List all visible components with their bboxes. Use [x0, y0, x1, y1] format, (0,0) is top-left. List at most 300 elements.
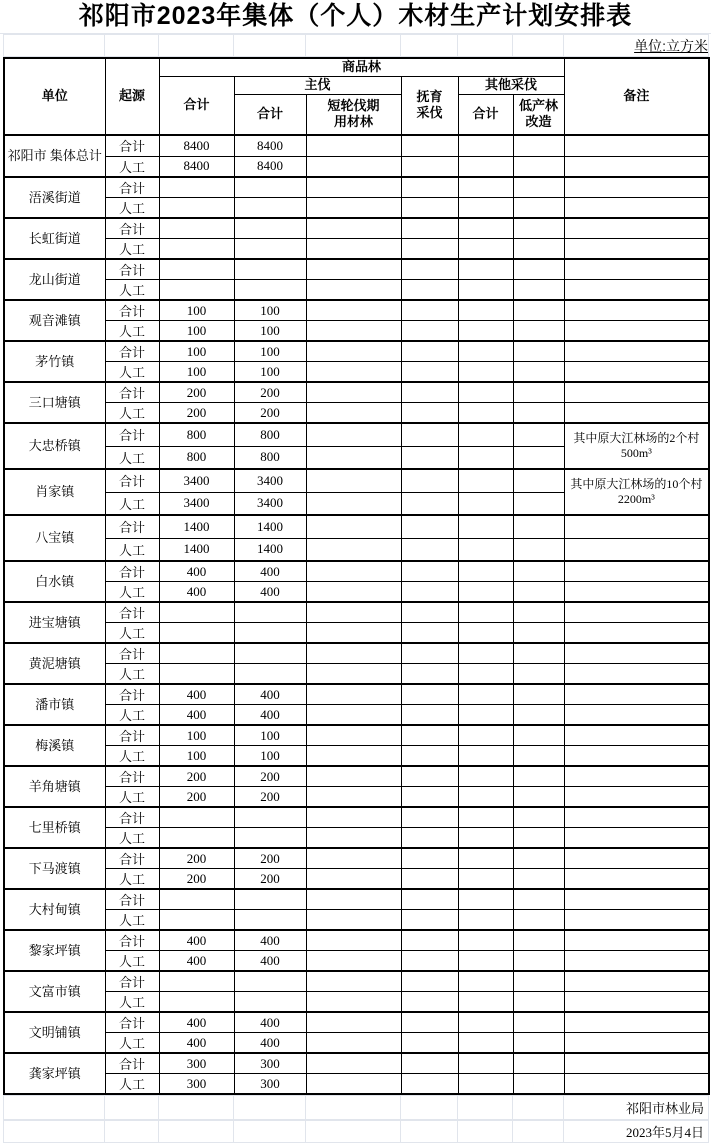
origin-cell: 人工	[105, 362, 159, 383]
data-cell	[513, 1012, 564, 1033]
remark-cell	[564, 705, 709, 726]
data-cell	[306, 341, 401, 362]
remark-cell	[564, 198, 709, 219]
empty-cell	[234, 1121, 306, 1143]
data-cell	[513, 746, 564, 767]
origin-cell: 人工	[105, 321, 159, 342]
empty-cell	[159, 35, 234, 57]
data-cell	[513, 280, 564, 301]
data-cell	[401, 1033, 458, 1054]
data-cell	[401, 198, 458, 219]
data-cell: 1400	[159, 538, 234, 561]
data-cell	[513, 664, 564, 685]
data-cell	[306, 135, 401, 156]
data-cell	[513, 538, 564, 561]
unit-cell: 文明铺镇	[4, 1012, 105, 1053]
origin-cell: 合计	[105, 930, 159, 951]
data-cell	[513, 1053, 564, 1074]
remark-cell	[564, 341, 709, 362]
data-cell	[401, 538, 458, 561]
empty-cell	[458, 1121, 513, 1143]
remark-cell	[564, 971, 709, 992]
col-header-main-felling: 主伐	[234, 76, 401, 94]
data-cell	[306, 889, 401, 910]
remark-cell: 其中原大江林场的10个村2200m³	[564, 469, 709, 515]
remark-cell	[564, 766, 709, 787]
data-cell	[306, 177, 401, 198]
table-row	[4, 766, 709, 787]
data-cell	[458, 218, 513, 239]
data-cell	[401, 828, 458, 849]
col-header-short-rotation: 短轮伐期用材林	[306, 94, 401, 135]
data-cell: 300	[234, 1053, 306, 1074]
data-cell	[306, 848, 401, 869]
remark-cell	[564, 156, 709, 177]
remark-cell	[564, 1033, 709, 1054]
table-row	[4, 423, 709, 446]
data-cell	[159, 239, 234, 260]
table-row	[4, 469, 709, 492]
data-cell	[513, 705, 564, 726]
table-row	[4, 930, 709, 951]
data-cell	[458, 300, 513, 321]
empty-cell	[234, 1096, 306, 1120]
table-row	[4, 259, 709, 280]
data-cell	[401, 561, 458, 582]
data-cell	[513, 218, 564, 239]
data-cell	[306, 684, 401, 705]
empty-cell	[159, 1121, 234, 1143]
origin-cell: 合计	[105, 423, 159, 446]
data-cell	[306, 423, 401, 446]
data-cell	[458, 177, 513, 198]
data-cell	[306, 218, 401, 239]
data-cell	[458, 971, 513, 992]
data-cell	[401, 869, 458, 890]
data-cell	[401, 582, 458, 603]
data-cell	[306, 746, 401, 767]
data-cell	[306, 1074, 401, 1095]
data-cell: 100	[234, 321, 306, 342]
origin-cell: 人工	[105, 951, 159, 972]
origin-cell: 合计	[105, 766, 159, 787]
data-cell: 100	[234, 725, 306, 746]
table-row	[4, 561, 709, 582]
data-cell	[401, 280, 458, 301]
remark-cell	[564, 746, 709, 767]
data-cell: 400	[234, 582, 306, 603]
data-cell: 800	[234, 423, 306, 446]
data-cell	[306, 725, 401, 746]
table-row	[4, 341, 709, 362]
unit-cell: 梅溪镇	[4, 725, 105, 766]
data-cell	[306, 321, 401, 342]
origin-cell: 人工	[105, 239, 159, 260]
data-cell	[401, 492, 458, 515]
data-cell	[401, 746, 458, 767]
data-cell	[306, 1012, 401, 1033]
data-cell	[458, 684, 513, 705]
unit-cell: 龙山街道	[4, 259, 105, 300]
data-cell	[234, 910, 306, 931]
origin-cell: 合计	[105, 602, 159, 623]
unit-cell: 黎家坪镇	[4, 930, 105, 971]
data-cell	[306, 930, 401, 951]
remark-cell	[564, 930, 709, 951]
table-row	[4, 362, 709, 383]
empty-cell	[306, 1096, 401, 1120]
empty-cell	[159, 1096, 234, 1120]
unit-cell: 白水镇	[4, 561, 105, 602]
data-cell	[306, 403, 401, 424]
table-row	[4, 787, 709, 808]
empty-cell	[306, 1121, 401, 1143]
origin-cell: 人工	[105, 198, 159, 219]
table-body	[4, 135, 709, 1094]
table-row	[4, 869, 709, 890]
data-cell	[401, 889, 458, 910]
origin-cell: 合计	[105, 135, 159, 156]
data-cell	[458, 446, 513, 469]
unit-cell: 三口塘镇	[4, 382, 105, 423]
table-row	[4, 198, 709, 219]
unit-cell: 观音滩镇	[4, 300, 105, 341]
table-row	[4, 239, 709, 260]
table-row	[4, 156, 709, 177]
remark-cell	[564, 828, 709, 849]
data-cell	[458, 561, 513, 582]
data-cell	[159, 280, 234, 301]
table-row	[4, 971, 709, 992]
data-cell	[513, 198, 564, 219]
col-header-commodity: 商品林	[159, 58, 564, 76]
data-cell: 400	[159, 951, 234, 972]
data-cell	[458, 992, 513, 1013]
col-header-other-felling: 其他采伐	[458, 76, 564, 94]
data-cell: 200	[159, 382, 234, 403]
origin-cell: 合计	[105, 259, 159, 280]
data-cell	[234, 971, 306, 992]
data-cell	[159, 218, 234, 239]
unit-cell: 羊角塘镇	[4, 766, 105, 807]
col-header-low-yield: 低产林改造	[513, 94, 564, 135]
data-cell	[513, 725, 564, 746]
table-row	[4, 951, 709, 972]
remark-cell	[564, 218, 709, 239]
data-cell	[513, 446, 564, 469]
data-cell: 8400	[234, 135, 306, 156]
data-cell	[306, 1053, 401, 1074]
data-cell: 200	[234, 403, 306, 424]
data-cell	[513, 602, 564, 623]
data-cell	[458, 198, 513, 219]
data-cell	[513, 582, 564, 603]
data-cell	[458, 582, 513, 603]
remark-cell	[564, 515, 709, 538]
table-row	[4, 1074, 709, 1095]
data-cell	[159, 643, 234, 664]
data-cell: 400	[234, 930, 306, 951]
data-cell	[401, 1012, 458, 1033]
data-cell	[513, 889, 564, 910]
col-header-remarks: 备注	[564, 58, 709, 135]
data-cell	[513, 848, 564, 869]
data-cell	[513, 259, 564, 280]
data-cell	[401, 446, 458, 469]
table-row	[4, 177, 709, 198]
origin-cell: 合计	[105, 382, 159, 403]
data-cell: 400	[159, 1012, 234, 1033]
empty-cell	[4, 35, 105, 57]
data-cell	[306, 582, 401, 603]
remark-cell	[564, 910, 709, 931]
data-cell: 8400	[234, 156, 306, 177]
data-cell: 300	[159, 1053, 234, 1074]
data-cell	[513, 382, 564, 403]
origin-cell: 合计	[105, 341, 159, 362]
data-cell: 200	[159, 869, 234, 890]
data-cell	[159, 910, 234, 931]
data-cell: 1400	[159, 515, 234, 538]
footer-date-row	[3, 1120, 709, 1143]
remark-cell	[564, 177, 709, 198]
data-cell	[234, 218, 306, 239]
data-cell	[458, 828, 513, 849]
data-cell	[458, 156, 513, 177]
remark-cell	[564, 403, 709, 424]
data-cell	[401, 382, 458, 403]
data-cell	[234, 177, 306, 198]
data-cell	[513, 971, 564, 992]
data-cell	[306, 362, 401, 383]
data-cell	[401, 930, 458, 951]
data-cell	[458, 787, 513, 808]
data-cell	[401, 300, 458, 321]
unit-cell: 七里桥镇	[4, 807, 105, 848]
data-cell: 800	[234, 446, 306, 469]
data-cell: 400	[234, 1033, 306, 1054]
data-cell	[458, 889, 513, 910]
empty-cell	[105, 1121, 159, 1143]
origin-cell: 合计	[105, 1053, 159, 1074]
data-cell	[306, 515, 401, 538]
data-cell	[159, 889, 234, 910]
data-cell: 200	[159, 848, 234, 869]
data-cell	[513, 869, 564, 890]
data-cell	[458, 951, 513, 972]
data-cell	[513, 492, 564, 515]
data-cell: 200	[234, 848, 306, 869]
data-cell	[234, 664, 306, 685]
data-cell: 800	[159, 423, 234, 446]
data-cell: 3400	[159, 469, 234, 492]
data-cell: 100	[159, 300, 234, 321]
remark-cell	[564, 889, 709, 910]
data-cell	[306, 259, 401, 280]
data-cell	[513, 177, 564, 198]
table-row	[4, 705, 709, 726]
data-cell	[401, 341, 458, 362]
origin-cell: 人工	[105, 156, 159, 177]
data-cell	[458, 492, 513, 515]
data-cell	[306, 807, 401, 828]
data-cell	[401, 664, 458, 685]
data-cell	[234, 239, 306, 260]
origin-cell: 人工	[105, 446, 159, 469]
data-cell	[401, 259, 458, 280]
data-cell: 200	[234, 382, 306, 403]
table-row	[4, 403, 709, 424]
table-row	[4, 807, 709, 828]
data-cell	[234, 198, 306, 219]
data-cell	[401, 1074, 458, 1095]
col-header-origin: 起源	[105, 58, 159, 135]
data-cell: 3400	[234, 469, 306, 492]
data-cell	[401, 423, 458, 446]
origin-cell: 合计	[105, 643, 159, 664]
table-row	[4, 664, 709, 685]
remark-cell	[564, 382, 709, 403]
table-row	[4, 538, 709, 561]
data-cell	[234, 602, 306, 623]
issuing-org: 祁阳市林业局	[564, 1096, 709, 1120]
data-cell	[458, 623, 513, 644]
data-cell: 300	[159, 1074, 234, 1095]
data-cell: 200	[234, 787, 306, 808]
origin-cell: 人工	[105, 664, 159, 685]
table-row	[4, 684, 709, 705]
col-header-other-total: 合计	[458, 94, 513, 135]
empty-cell	[4, 1096, 105, 1120]
data-cell	[401, 177, 458, 198]
origin-cell: 合计	[105, 177, 159, 198]
data-cell: 200	[234, 766, 306, 787]
data-cell	[159, 259, 234, 280]
data-cell	[306, 469, 401, 492]
empty-cell	[401, 1121, 458, 1143]
data-cell: 200	[159, 766, 234, 787]
origin-cell: 人工	[105, 538, 159, 561]
data-cell	[401, 1053, 458, 1074]
remark-cell	[564, 538, 709, 561]
data-cell	[306, 766, 401, 787]
data-cell	[306, 446, 401, 469]
data-cell	[234, 259, 306, 280]
remark-cell	[564, 602, 709, 623]
data-cell	[159, 828, 234, 849]
data-cell	[159, 807, 234, 828]
unit-cell: 进宝塘镇	[4, 602, 105, 643]
remark-cell	[564, 1074, 709, 1095]
remark-cell	[564, 787, 709, 808]
data-cell	[306, 538, 401, 561]
data-cell	[458, 643, 513, 664]
data-cell	[513, 362, 564, 383]
table-row	[4, 643, 709, 664]
data-cell	[458, 1012, 513, 1033]
data-cell	[401, 992, 458, 1013]
data-cell	[401, 684, 458, 705]
data-cell	[401, 218, 458, 239]
data-cell	[234, 889, 306, 910]
origin-cell: 合计	[105, 684, 159, 705]
data-cell	[513, 807, 564, 828]
data-cell	[234, 828, 306, 849]
unit-cell: 大忠桥镇	[4, 423, 105, 469]
origin-cell: 合计	[105, 725, 159, 746]
remark-cell	[564, 664, 709, 685]
remark-cell	[564, 1053, 709, 1074]
data-cell: 400	[159, 561, 234, 582]
data-cell	[306, 280, 401, 301]
table-row	[4, 910, 709, 931]
data-cell	[401, 515, 458, 538]
origin-cell: 合计	[105, 515, 159, 538]
data-cell	[458, 807, 513, 828]
remark-cell	[564, 725, 709, 746]
data-cell	[306, 300, 401, 321]
data-cell	[513, 423, 564, 446]
remark-cell	[564, 280, 709, 301]
remark-cell	[564, 362, 709, 383]
table-row	[4, 515, 709, 538]
data-cell	[401, 705, 458, 726]
data-cell: 100	[234, 300, 306, 321]
data-cell	[306, 198, 401, 219]
data-cell	[306, 971, 401, 992]
data-cell	[458, 423, 513, 446]
data-cell	[401, 403, 458, 424]
data-cell	[513, 643, 564, 664]
data-cell	[513, 135, 564, 156]
empty-cell	[234, 35, 306, 57]
remark-cell	[564, 561, 709, 582]
data-cell: 400	[159, 582, 234, 603]
origin-cell: 人工	[105, 828, 159, 849]
table-row	[4, 218, 709, 239]
data-cell	[513, 787, 564, 808]
data-cell	[159, 602, 234, 623]
origin-cell: 人工	[105, 705, 159, 726]
table-row	[4, 321, 709, 342]
data-cell	[458, 259, 513, 280]
empty-cell	[306, 35, 401, 57]
data-cell: 100	[159, 746, 234, 767]
data-cell	[401, 971, 458, 992]
data-cell	[306, 239, 401, 260]
data-cell	[513, 341, 564, 362]
data-cell	[458, 362, 513, 383]
table-row	[4, 889, 709, 910]
remark-cell	[564, 684, 709, 705]
data-cell	[306, 787, 401, 808]
data-cell	[513, 930, 564, 951]
data-cell	[458, 538, 513, 561]
data-cell	[458, 746, 513, 767]
col-header-unit: 单位	[4, 58, 105, 135]
data-cell	[513, 992, 564, 1013]
data-cell	[159, 177, 234, 198]
origin-cell: 合计	[105, 971, 159, 992]
table-row	[4, 725, 709, 746]
issue-date: 2023年5月4日	[564, 1121, 709, 1143]
data-cell	[513, 403, 564, 424]
data-cell	[513, 951, 564, 972]
data-cell	[401, 156, 458, 177]
data-cell	[306, 561, 401, 582]
empty-cell	[513, 1121, 564, 1143]
data-cell	[513, 515, 564, 538]
